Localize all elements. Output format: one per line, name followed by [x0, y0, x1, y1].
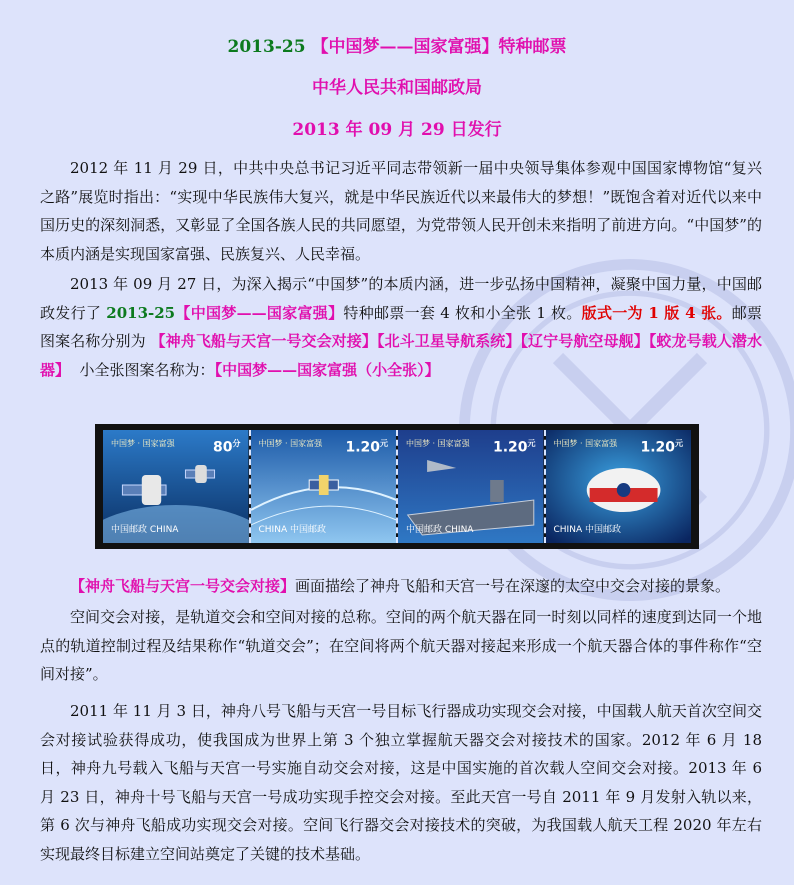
stamp-1-country: 中国邮政 CHINA: [111, 525, 179, 535]
p2-issue-code: 2013-25: [106, 303, 176, 322]
paragraph-1: 2012 年 11 月 29 日，中共中央总书记习近平同志带领新一届中央领导集体参观中国国家博物馆“复兴之路”展览时指出：“实现中华民族伟大复兴，就是中华民族近代以来最伟大的梦想！”既饱含着对近代以来中国历史的深刻洞悉，又彰显了全国各族人民的共同愿望，为党带领人民开创未来指明了前进方向。“中国梦”的本质内涵是实现国家富强、民族复兴、人民幸福。: [40, 159, 762, 263]
p2-issue-title: 【中国梦——国家富强】: [175, 303, 344, 322]
issue-date: 2013 年 09 月 29 日发行: [292, 120, 502, 140]
paragraph-5: 2011 年 11 月 3 日，神舟八号飞船与天宫一号目标飞行器成功实现交会对接，中国载人航天首次空间交会对接试验获得成功，使我国成为世界上第 3 个独立掌握航天器交会对接技术的国家。2012 年 6 月 18 日，神舟九号载入飞船与天宫一号实施自动交会对接，这是中国实施的首次载人空间交会对接。2013 年 6 月 23 日，神舟十号飞船与天宫一号成功实现手控交会对接。至此天宫一号自 2011 年 9 月发射入轨以来，第 6 次与神舟飞船成功实现交会对接。空间飞行器交会对接技术的突破，为我国载人航天工程 2020 年左右实现最终目标建立空间站奠定了关键的技术基础。: [40, 702, 762, 863]
p3-text: 画面描绘了神舟飞船和天宫一号在深邃的太空中交会对接的景象。: [295, 577, 731, 595]
stamp-liaoning: [396, 430, 544, 543]
p2-sheet-name: 【中国梦——国家富强（小全张）】: [214, 360, 440, 379]
stamp-jiaolong: [544, 430, 692, 543]
p2-part4: 小全张图案名称为：: [70, 360, 215, 379]
stamp-shenzhou-tiangong: [103, 430, 249, 543]
stamp-4-country: CHINA 中国邮政: [553, 525, 621, 535]
p2-part1: 2013 年 09 月 27 日，为深入揭示“中国梦”的本质内涵，进一步弘扬中国精神，凝聚中国力量，中国邮政发行了: [40, 275, 762, 322]
p2-format: 版式一为 1 版 4 张。: [581, 303, 732, 322]
paragraph-4: 空间交会对接，是轨道交会和空间对接的总称。空间的两个航天器在同一时刻以同样的速度到达同一个地点的轨道控制过程及结果称作“轨道交会”；在空间将两个航天器对接起来形成一个航天器合体的事件称作“空间对接”。: [40, 608, 762, 684]
stamp-title: 【中国梦——国家富强】特种邮票: [311, 37, 567, 57]
stamp-beidou: [249, 430, 397, 543]
stamp-3-brand: 中国梦 · 国家富强: [406, 439, 470, 448]
p2-stamp-names: 【神舟飞船与天宫一号交会对接】【北斗卫星导航系统】【辽宁号航空母舰】【蛟龙号载人潜水器】: [40, 332, 762, 379]
stamp-3-value: $1.20^元$: [492, 439, 536, 456]
stamp-4-value: $1.20^元$: [640, 439, 683, 456]
stamp-2-value: $1.20^元$: [345, 439, 388, 456]
p3-label: 【神舟飞船与天宫一号交会对接】: [70, 577, 296, 595]
paragraph-2: [40, 270, 762, 384]
paragraph-3: [40, 572, 762, 601]
stamp-4-brand: 中国梦 · 国家富强: [553, 439, 618, 448]
stamp-title-line: [0, 32, 794, 57]
stamp-1-brand: 中国梦 · 国家富强: [111, 439, 175, 448]
p2-part2: 特种邮票一套 4 枚和小全张 1 枚。: [343, 303, 582, 322]
issuer: 中华人民共和国邮政局: [312, 78, 482, 98]
stamp-3-country: 中国邮政 CHINA: [406, 525, 474, 535]
p2-part3: 邮票图案名称分别为: [40, 303, 762, 351]
stamp-2-brand: 中国梦 · 国家富强: [258, 439, 323, 448]
stamp-1-value: $80^分$: [213, 439, 241, 456]
stamp-2-country: CHINA 中国邮政: [258, 525, 326, 535]
issue-code: 2013-25: [227, 37, 306, 57]
stamp-set-image: [95, 424, 699, 549]
